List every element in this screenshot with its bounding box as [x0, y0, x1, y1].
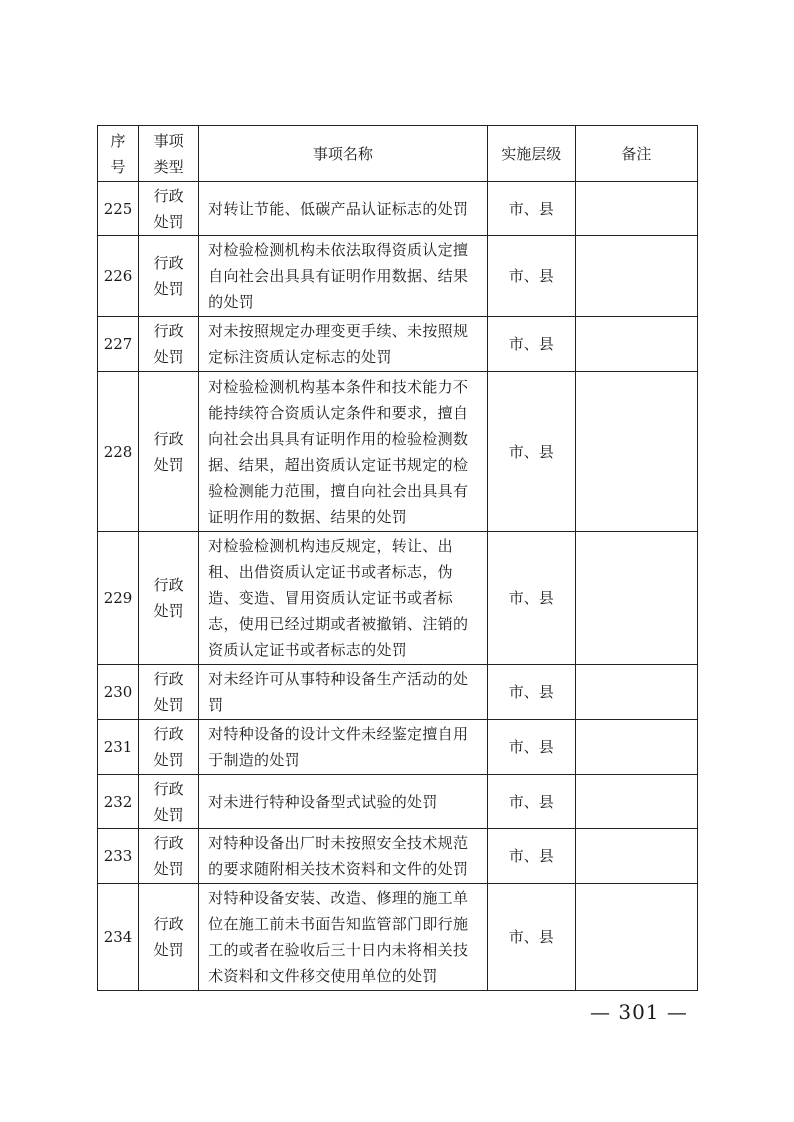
row-level: 市、县	[487, 665, 575, 720]
row-type	[139, 665, 199, 720]
row-type-line: 处罚	[153, 280, 184, 298]
row-note	[575, 372, 697, 532]
row-name-cell	[199, 372, 487, 532]
row-type-line: 行政	[153, 254, 184, 272]
row-note	[575, 775, 697, 829]
table-header-row	[98, 126, 698, 182]
row-name-cell	[199, 665, 487, 720]
row-name-cell	[199, 532, 487, 665]
row-type-line: 处罚	[153, 860, 184, 878]
row-type-line: 处罚	[153, 455, 184, 474]
row-type	[139, 182, 199, 236]
row-level: 市、县	[487, 829, 575, 884]
row-note	[575, 720, 697, 775]
table-row	[98, 665, 698, 720]
header-level: 实施层级	[487, 126, 575, 182]
table-row	[98, 829, 698, 884]
row-level: 市、县	[487, 532, 575, 665]
row-name: 对检验检测机构未依法取得资质认定擅自向社会出具具有证明作用数据、结果的处罚	[208, 241, 469, 311]
row-name: 对特种设备的设计文件未经鉴定擅自用于制造的处罚	[208, 725, 469, 769]
table-body	[98, 182, 698, 991]
header-seq-line1: 序	[110, 131, 126, 150]
row-name-cell	[199, 884, 487, 991]
item-table	[97, 125, 698, 991]
row-note	[575, 665, 697, 720]
table-row	[98, 372, 698, 532]
row-seq: 231	[98, 720, 139, 775]
row-name: 对特种设备出厂时未按照安全技术规范的要求随附相关技术资料和文件的处罚	[208, 834, 469, 878]
row-name-cell	[199, 720, 487, 775]
row-name: 对检验检测机构违反规定，转让、出租、出借资质认定证书或者标志，伪造、变造、冒用资质认定证书或者标志，使用已经过期或者被撤销、注销的资质认定证书或者标志的处罚	[208, 537, 469, 659]
row-type-line: 行政	[153, 576, 184, 594]
row-type	[139, 372, 199, 532]
row-type-line: 处罚	[153, 602, 184, 620]
row-level: 市、县	[487, 182, 575, 236]
row-type-line: 行政	[153, 429, 184, 448]
header-seq	[98, 126, 139, 182]
table-row	[98, 317, 698, 372]
table-row	[98, 182, 698, 236]
row-type-line: 行政	[153, 725, 184, 743]
row-type-line: 行政	[153, 186, 184, 205]
row-type	[139, 884, 199, 991]
row-level: 市、县	[487, 775, 575, 829]
row-name: 对未经许可从事特种设备生产活动的处罚	[208, 670, 469, 714]
row-seq: 226	[98, 236, 139, 317]
row-seq: 230	[98, 665, 139, 720]
row-level: 市、县	[487, 720, 575, 775]
row-level: 市、县	[487, 317, 575, 372]
row-type-line: 行政	[153, 834, 184, 852]
row-type	[139, 720, 199, 775]
row-seq: 234	[98, 884, 139, 991]
row-note	[575, 182, 697, 236]
row-type	[139, 829, 199, 884]
row-name-cell	[199, 829, 487, 884]
row-type-line: 行政	[153, 322, 184, 340]
row-type-line: 行政	[153, 670, 184, 688]
row-note	[575, 884, 697, 991]
row-type	[139, 775, 199, 829]
header-note: 备注	[575, 126, 697, 182]
row-name-cell	[199, 317, 487, 372]
row-name: 对特种设备安装、改造、修理的施工单位在施工前未书面告知监管部门即行施工的或者在验收后三十日内未将相关技术资料和文件移交使用单位的处罚	[208, 889, 469, 985]
row-level: 市、县	[487, 236, 575, 317]
row-type-line: 处罚	[153, 348, 184, 366]
page-number: — 301 —	[590, 1000, 688, 1024]
row-type	[139, 317, 199, 372]
row-type-line: 处罚	[153, 751, 184, 769]
header-type	[139, 126, 199, 182]
row-type-line: 处罚	[153, 805, 184, 824]
row-name: 对未按照规定办理变更手续、未按照规定标注资质认定标志的处罚	[208, 322, 469, 366]
row-name-cell	[199, 236, 487, 317]
row-level: 市、县	[487, 884, 575, 991]
row-type	[139, 532, 199, 665]
header-type-line2: 类型	[153, 157, 184, 176]
row-name-cell	[199, 182, 487, 236]
row-seq: 232	[98, 775, 139, 829]
header-seq-line2: 号	[110, 157, 126, 176]
row-type-line: 行政	[153, 915, 184, 933]
table-row	[98, 775, 698, 829]
row-seq: 225	[98, 182, 139, 236]
header-type-line1: 事项	[153, 131, 184, 150]
row-seq: 228	[98, 372, 139, 532]
row-seq: 229	[98, 532, 139, 665]
row-type	[139, 236, 199, 317]
row-level: 市、县	[487, 372, 575, 532]
row-note	[575, 317, 697, 372]
row-name-cell	[199, 775, 487, 829]
table-row	[98, 884, 698, 991]
table-row	[98, 236, 698, 317]
row-type-line: 行政	[153, 779, 184, 798]
row-seq: 233	[98, 829, 139, 884]
row-name: 对检验检测机构基本条件和技术能力不能持续符合资质认定条件和要求，擅自向社会出具具有证明作用的检验检测数据、结果，超出资质认定证书规定的检验检测能力范围，擅自向社会出具具有证明作用的数据、结果的处罚	[208, 377, 469, 526]
row-note	[575, 532, 697, 665]
row-note	[575, 236, 697, 317]
row-note	[575, 829, 697, 884]
row-name: 对未进行特种设备型式试验的处罚	[208, 792, 438, 811]
table-row	[98, 720, 698, 775]
header-name: 事项名称	[199, 126, 487, 182]
row-type-line: 处罚	[153, 212, 184, 231]
row-name: 对转让节能、低碳产品认证标志的处罚	[208, 199, 469, 218]
row-type-line: 处罚	[153, 941, 184, 959]
row-type-line: 处罚	[153, 696, 184, 714]
table-row	[98, 532, 698, 665]
row-seq: 227	[98, 317, 139, 372]
